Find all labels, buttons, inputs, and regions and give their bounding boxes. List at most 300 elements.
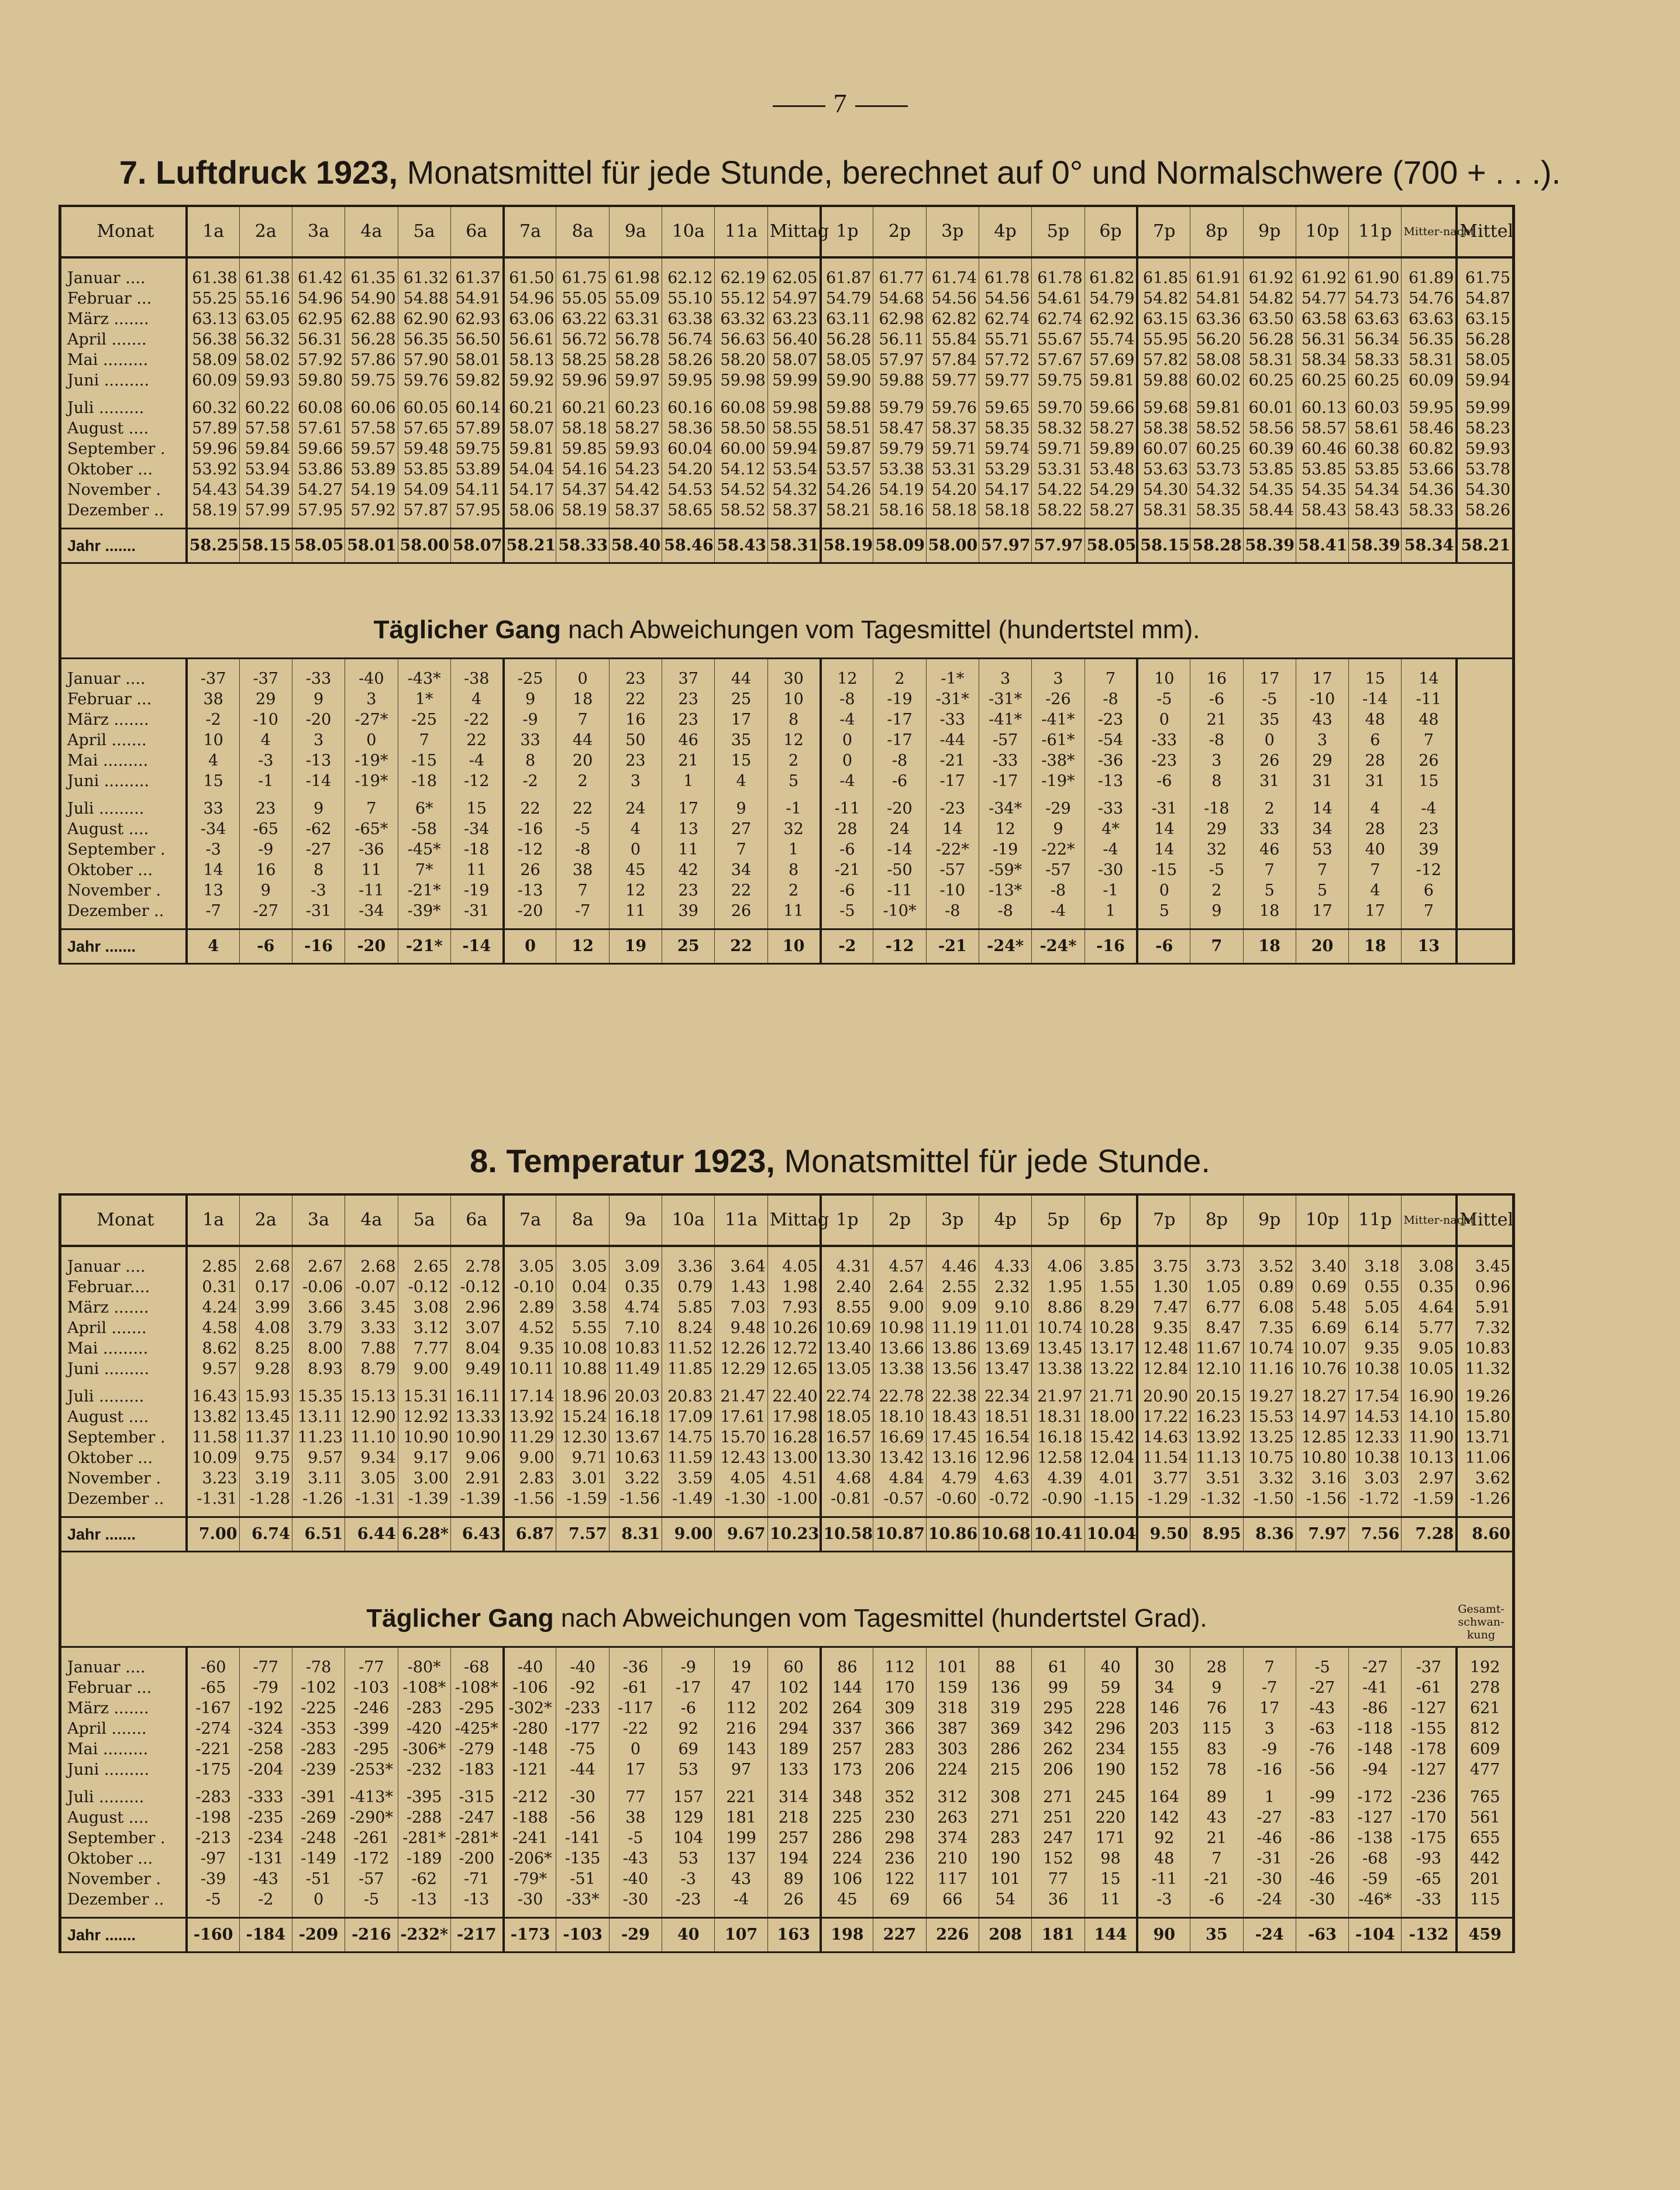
- table-cell: 58.61: [1349, 418, 1402, 439]
- table-cell: -7: [556, 901, 609, 921]
- table-row: [61, 880, 1512, 901]
- table-cell: 13.38: [873, 1359, 926, 1379]
- table-cell: 3: [292, 730, 345, 750]
- table-cell: 58.02: [239, 350, 292, 370]
- table-cell: 2.64: [873, 1277, 926, 1297]
- table-cell: 7.10: [609, 1318, 662, 1338]
- table-cell: -21*: [398, 880, 450, 901]
- table-cell: 308: [979, 1787, 1031, 1807]
- table-cell: -57: [345, 1869, 398, 1889]
- column-header: 3p: [926, 206, 979, 257]
- table-cell: 152: [1032, 1848, 1085, 1869]
- table-cell: -39: [187, 1869, 239, 1889]
- table-cell: 23: [662, 710, 715, 730]
- table-cell: -121: [504, 1759, 556, 1780]
- table-cell: 56.40: [767, 329, 820, 350]
- table-cell: 99: [1032, 1678, 1085, 1698]
- table-cell: 18.05: [821, 1407, 873, 1427]
- table-cell: -57: [926, 860, 979, 880]
- table-cell: 199: [715, 1828, 767, 1848]
- table-cell: 0: [821, 730, 873, 750]
- table-cell: 61.75: [556, 257, 609, 288]
- table-cell: 58.13: [504, 350, 556, 370]
- year-cell: 10.23: [767, 1517, 820, 1552]
- table-cell: -34: [345, 901, 398, 921]
- table-cell: 3.12: [398, 1318, 450, 1338]
- column-header: 2p: [873, 206, 926, 257]
- table-cell: 294: [767, 1719, 820, 1739]
- month-label: Mai .........: [67, 1740, 149, 1758]
- month-label: Juli .........: [67, 399, 144, 417]
- table-cell: 319: [979, 1698, 1031, 1719]
- year-cell: 58.01: [345, 529, 398, 563]
- table-cell: 58.31: [1137, 500, 1190, 521]
- month-label: Oktober ...: [67, 861, 153, 879]
- table-cell: 54.56: [979, 288, 1031, 309]
- table-cell: 53.31: [1032, 459, 1085, 480]
- table-cell: 60.01: [1243, 398, 1296, 418]
- table-cell: -21: [1190, 1869, 1243, 1889]
- year-cell: 7: [1190, 929, 1243, 964]
- table-cell: 92: [1137, 1828, 1190, 1848]
- table-cell: 60.03: [1349, 398, 1402, 418]
- year-cell: 58.39: [1243, 529, 1296, 563]
- table-cell: 13.92: [504, 1407, 556, 1427]
- table-cell: 10.38: [1349, 1448, 1402, 1468]
- table-cell: 58.22: [1032, 500, 1085, 521]
- table-cell: -1.50: [1243, 1489, 1296, 1509]
- table-cell: 12.43: [715, 1448, 767, 1468]
- table-cell: -10: [926, 880, 979, 901]
- table-cell: 58.16: [873, 500, 926, 521]
- table-cell: -30: [504, 1889, 556, 1910]
- table-cell: -198: [187, 1807, 239, 1828]
- table-cell: 318: [926, 1698, 979, 1719]
- table-cell: 4.24: [187, 1297, 239, 1318]
- table-cell: -306*: [398, 1739, 450, 1759]
- table-cell: -0.12: [398, 1277, 450, 1297]
- table-cell: 4.31: [821, 1246, 873, 1277]
- table-cell: 7.88: [345, 1338, 398, 1359]
- table-cell: 55.67: [1032, 329, 1085, 350]
- table-cell: 48: [1349, 710, 1402, 730]
- table-cell: -1.59: [556, 1489, 609, 1509]
- table-cell: -148: [1349, 1739, 1402, 1759]
- table-cell: 88: [979, 1648, 1031, 1678]
- table-cell: 0.17: [239, 1277, 292, 1297]
- table-row: [61, 1648, 1512, 1678]
- table-cell: -36: [1085, 750, 1137, 771]
- table-cell: 8.62: [187, 1338, 239, 1359]
- air-pressure-deviation-heading: Täglicher Gang nach Abweichungen vom Tagesmittel (hundertstel mm).: [61, 564, 1512, 659]
- spacer-row: [61, 1780, 1512, 1787]
- year-cell: 90: [1137, 1918, 1190, 1953]
- table-cell: 23: [662, 880, 715, 901]
- table-cell: -40: [556, 1648, 609, 1678]
- table-cell: -11: [345, 880, 398, 901]
- table-row: [61, 370, 1512, 391]
- table-cell: 7: [1402, 730, 1457, 750]
- table-cell: 12.58: [1032, 1448, 1085, 1468]
- table-cell: 56.61: [504, 329, 556, 350]
- table-cell: -57: [1032, 860, 1085, 880]
- table-cell: -295: [450, 1698, 503, 1719]
- table-cell: -22*: [926, 839, 979, 860]
- table-cell: 10.83: [1457, 1338, 1512, 1359]
- table-cell: -44: [556, 1759, 609, 1780]
- table-cell: 342: [1032, 1719, 1085, 1739]
- table-cell: 278: [1457, 1678, 1512, 1698]
- table-row: [61, 1246, 1512, 1277]
- table-cell: 194: [767, 1848, 820, 1869]
- table-cell: 24: [873, 819, 926, 839]
- year-cell: 58.19: [821, 529, 873, 563]
- table-cell: 11.37: [239, 1427, 292, 1448]
- table-cell: 33: [187, 798, 239, 819]
- table-cell: 129: [662, 1807, 715, 1828]
- table-cell: 59.81: [504, 439, 556, 459]
- table-cell: 7: [556, 880, 609, 901]
- table-cell: -274: [187, 1719, 239, 1739]
- column-header: 4a: [345, 1194, 398, 1246]
- table-cell: 6.77: [1190, 1297, 1243, 1318]
- table-cell: 12.72: [767, 1338, 820, 1359]
- table-cell: 53.85: [398, 459, 450, 480]
- table-cell: -61*: [1032, 730, 1085, 750]
- table-cell: 9.10: [979, 1297, 1031, 1318]
- table-cell: 61.92: [1243, 257, 1296, 288]
- table-cell: 63.38: [662, 309, 715, 329]
- year-cell: 6.43: [450, 1517, 503, 1552]
- table-cell: -235: [239, 1807, 292, 1828]
- table-cell: 190: [1085, 1759, 1137, 1780]
- column-header: 2a: [239, 1194, 292, 1246]
- table-cell: 7: [1243, 860, 1296, 880]
- year-cell: 58.31: [767, 529, 820, 563]
- table-cell: -65*: [345, 819, 398, 839]
- month-label: Juli .........: [67, 800, 144, 818]
- table-cell: 83: [1190, 1739, 1243, 1759]
- table-cell: 9.71: [556, 1448, 609, 1468]
- table-cell: 15.80: [1457, 1407, 1512, 1427]
- table-cell: 477: [1457, 1759, 1512, 1780]
- table-cell: 10.07: [1296, 1338, 1348, 1359]
- table-cell: -13*: [979, 880, 1031, 901]
- table-cell: 35: [1243, 710, 1296, 730]
- table-cell: 4.46: [926, 1246, 979, 1277]
- table-cell: 59.81: [1190, 398, 1243, 418]
- table-cell: 2.68: [345, 1246, 398, 1277]
- table-cell: 13.33: [450, 1407, 503, 1427]
- table-cell: 61.74: [926, 257, 979, 288]
- table-cell: -1.28: [239, 1489, 292, 1509]
- month-label: Januar ....: [67, 670, 146, 688]
- table-cell: 18: [556, 689, 609, 710]
- table-cell: 58.19: [556, 500, 609, 521]
- table-cell: 62.74: [979, 309, 1031, 329]
- table-cell: -1.59: [1402, 1489, 1457, 1509]
- table-cell: -324: [239, 1719, 292, 1739]
- table-cell: 15: [187, 771, 239, 791]
- table-cell: 18.43: [926, 1407, 979, 1427]
- table-cell: 58.37: [609, 500, 662, 521]
- table-cell: 44: [715, 659, 767, 689]
- column-header: 8a: [556, 1194, 609, 1246]
- table-cell: 5.85: [662, 1297, 715, 1318]
- table-cell: -56: [1296, 1759, 1348, 1780]
- table-cell: 3.00: [398, 1468, 450, 1489]
- table-cell: 9: [715, 798, 767, 819]
- table-cell: 4.84: [873, 1468, 926, 1489]
- table-cell: 9: [1190, 1678, 1243, 1698]
- table-cell: -5: [1296, 1648, 1348, 1678]
- year-cell: 7.97: [1296, 1517, 1348, 1552]
- table-row: [61, 418, 1512, 439]
- table-cell: 54.12: [715, 459, 767, 480]
- table-cell: -31: [292, 901, 345, 921]
- table-cell: 1.43: [715, 1277, 767, 1297]
- table-cell: -33: [1137, 730, 1190, 750]
- month-label: Januar ....: [67, 1258, 146, 1276]
- table-cell: -269: [292, 1807, 345, 1828]
- table-cell: 16.69: [873, 1427, 926, 1448]
- table-cell: -40: [609, 1869, 662, 1889]
- table-cell: -3: [239, 750, 292, 771]
- table-cell: -76: [1296, 1739, 1348, 1759]
- table-cell: 10.69: [821, 1318, 873, 1338]
- table-cell: 112: [873, 1648, 926, 1678]
- table-cell: 15.93: [239, 1386, 292, 1407]
- table-cell: 28: [821, 819, 873, 839]
- table-cell: 54.68: [873, 288, 926, 309]
- table-cell: 62.95: [292, 309, 345, 329]
- table-cell: 13.47: [979, 1359, 1031, 1379]
- table-cell: 11.29: [504, 1427, 556, 1448]
- table-cell: 61.35: [345, 257, 398, 288]
- table-cell: 60.06: [345, 398, 398, 418]
- table-cell: -30: [1296, 1889, 1348, 1910]
- table-cell: 63.13: [187, 309, 239, 329]
- table-cell: 9.09: [926, 1297, 979, 1318]
- table-cell: 4.63: [979, 1468, 1031, 1489]
- table-cell: -18: [450, 839, 503, 860]
- year-cell: -63: [1296, 1918, 1348, 1953]
- table-cell: -239: [292, 1759, 345, 1780]
- table-cell: -12: [450, 771, 503, 791]
- table-cell: 203: [1137, 1719, 1190, 1739]
- table-cell: 36: [1032, 1889, 1085, 1910]
- table-cell: 1: [662, 771, 715, 791]
- table-cell: 58.01: [450, 350, 503, 370]
- table-cell: -5: [609, 1828, 662, 1848]
- table-cell: 3: [609, 771, 662, 791]
- table-cell: -420: [398, 1719, 450, 1739]
- table-cell: 54.32: [1190, 480, 1243, 500]
- month-label: April .......: [67, 330, 147, 349]
- table-cell: 11.19: [926, 1318, 979, 1338]
- year-cell: -12: [873, 929, 926, 964]
- table-cell: 59.98: [767, 398, 820, 418]
- table-cell: 77: [1032, 1869, 1085, 1889]
- table-cell: 442: [1457, 1848, 1512, 1869]
- table-cell: 54.34: [1349, 480, 1402, 500]
- table-cell: 17: [662, 798, 715, 819]
- year-cell: -20: [345, 929, 398, 964]
- month-label: März .......: [67, 1699, 149, 1717]
- table-cell: 7.47: [1137, 1297, 1190, 1318]
- table-cell: 12: [767, 730, 820, 750]
- table-cell: 54.17: [504, 480, 556, 500]
- table-cell: 61.87: [821, 257, 873, 288]
- table-cell: -13: [398, 1889, 450, 1910]
- table-cell: 18.27: [1296, 1386, 1348, 1407]
- table-cell: 655: [1457, 1828, 1512, 1848]
- table-cell: -3: [187, 839, 239, 860]
- table-cell: 58.50: [715, 418, 767, 439]
- table-row: [61, 710, 1512, 730]
- table-cell: 8: [292, 860, 345, 880]
- table-cell: 58.35: [979, 418, 1031, 439]
- table-cell: 53.66: [1402, 459, 1457, 480]
- table-cell: 60.21: [556, 398, 609, 418]
- table-cell: 14.97: [1296, 1407, 1348, 1427]
- table-cell: 13: [187, 880, 239, 901]
- table-cell: -22*: [1032, 839, 1085, 860]
- year-cell: 181: [1032, 1918, 1085, 1953]
- table-cell: 63.58: [1296, 309, 1348, 329]
- table-cell: -1.31: [345, 1489, 398, 1509]
- table-cell: 245: [1085, 1787, 1137, 1807]
- table-cell: 295: [1032, 1698, 1085, 1719]
- table-cell: -333: [239, 1787, 292, 1807]
- table-cell: 3.18: [1349, 1246, 1402, 1277]
- table-cell: 19: [715, 1648, 767, 1678]
- table-cell: -9: [504, 710, 556, 730]
- table-cell: -27: [292, 839, 345, 860]
- table-cell: 60.32: [187, 398, 239, 418]
- table-cell: 11.13: [1190, 1448, 1243, 1468]
- table-cell: 3.05: [345, 1468, 398, 1489]
- table-cell: 22.40: [767, 1386, 820, 1407]
- table-row: [61, 500, 1512, 521]
- table-cell: 18.31: [1032, 1407, 1085, 1427]
- table-cell: 58.55: [767, 418, 820, 439]
- table-cell: 5.55: [556, 1318, 609, 1338]
- table-cell: 14.53: [1349, 1407, 1402, 1427]
- table-cell: -1.32: [1190, 1489, 1243, 1509]
- table-cell: -1: [1085, 880, 1137, 901]
- year-cell: 58.21: [1457, 529, 1512, 563]
- year-cell: 58.40: [609, 529, 662, 563]
- month-label: Dezember ..: [67, 1490, 164, 1508]
- table-cell: -41: [1349, 1678, 1402, 1698]
- table-cell: 101: [979, 1869, 1031, 1889]
- table-cell: 15: [1402, 771, 1457, 791]
- year-cell: 18: [1243, 929, 1296, 964]
- table-cell: 62.05: [767, 257, 820, 288]
- table-cell: 4*: [1085, 819, 1137, 839]
- table-cell: 54.61: [1032, 288, 1085, 309]
- table-cell: 7*: [398, 860, 450, 880]
- year-cell: 25: [662, 929, 715, 964]
- table-cell: 16: [609, 710, 662, 730]
- table-cell: -86: [1349, 1698, 1402, 1719]
- table-cell: 31: [1243, 771, 1296, 791]
- table-cell: 1.30: [1137, 1277, 1190, 1297]
- table-cell: -71: [450, 1869, 503, 1889]
- table-cell: 50: [609, 730, 662, 750]
- table-cell: 60.08: [715, 398, 767, 418]
- column-header: 4p: [979, 206, 1031, 257]
- table-cell: 53.38: [873, 459, 926, 480]
- table-cell: -80*: [398, 1648, 450, 1678]
- table-cell: -246: [345, 1698, 398, 1719]
- table-cell: 54.26: [821, 480, 873, 500]
- table-cell: 56.28: [821, 329, 873, 350]
- table-cell: -46*: [1349, 1889, 1402, 1910]
- table-cell: -14: [873, 839, 926, 860]
- table-cell: 366: [873, 1719, 926, 1739]
- table-cell: -43: [239, 1869, 292, 1889]
- table-cell: -175: [1402, 1828, 1457, 1848]
- table-cell: -8: [1032, 880, 1085, 901]
- table-cell: -8: [873, 750, 926, 771]
- table-cell: 38: [556, 860, 609, 880]
- table-cell: 54.22: [1032, 480, 1085, 500]
- table-cell: 62.19: [715, 257, 767, 288]
- table-cell: 86: [821, 1648, 873, 1678]
- table-cell: 2.89: [504, 1297, 556, 1318]
- table-cell: 61.50: [504, 257, 556, 288]
- table-cell: 303: [926, 1739, 979, 1759]
- year-cell: 7.00: [187, 1517, 239, 1552]
- table-cell: -59*: [979, 860, 1031, 880]
- year-row: [61, 529, 1512, 563]
- spacer-row: [61, 521, 1512, 529]
- table-cell: 142: [1137, 1807, 1190, 1828]
- table-cell: -138: [1349, 1828, 1402, 1848]
- year-cell: 58.00: [926, 529, 979, 563]
- table-cell: 58.33: [1402, 500, 1457, 521]
- table-cell: 54.90: [345, 288, 398, 309]
- table-cell: 60.14: [450, 398, 503, 418]
- table-cell: 4: [1349, 880, 1402, 901]
- table-cell: 0.35: [1402, 1277, 1457, 1297]
- table-cell: 4.06: [1032, 1246, 1085, 1277]
- table-cell: -413*: [345, 1787, 398, 1807]
- column-header: Mitter-nacht: [1402, 1194, 1457, 1246]
- table-cell: 13.67: [609, 1427, 662, 1448]
- year-cell: -6: [239, 929, 292, 964]
- table-cell: 54.39: [239, 480, 292, 500]
- table-cell: 11.58: [187, 1427, 239, 1448]
- table-cell: -283: [292, 1739, 345, 1759]
- table-cell: -3: [662, 1869, 715, 1889]
- table-cell: 2.97: [1402, 1468, 1457, 1489]
- table-cell: 59.79: [873, 439, 926, 459]
- table-cell: 14.75: [662, 1427, 715, 1448]
- table-cell: -30: [609, 1889, 662, 1910]
- table-cell: 18.51: [979, 1407, 1031, 1427]
- table-cell: 9.35: [1137, 1318, 1190, 1338]
- table-row: [61, 1448, 1512, 1468]
- table-cell: 38: [187, 689, 239, 710]
- table-cell: -31: [1137, 798, 1190, 819]
- table-cell: 59.89: [1085, 439, 1137, 459]
- table-cell: 10.28: [1085, 1318, 1137, 1338]
- table-cell: 21: [1190, 710, 1243, 730]
- table-cell: 22.34: [979, 1386, 1031, 1407]
